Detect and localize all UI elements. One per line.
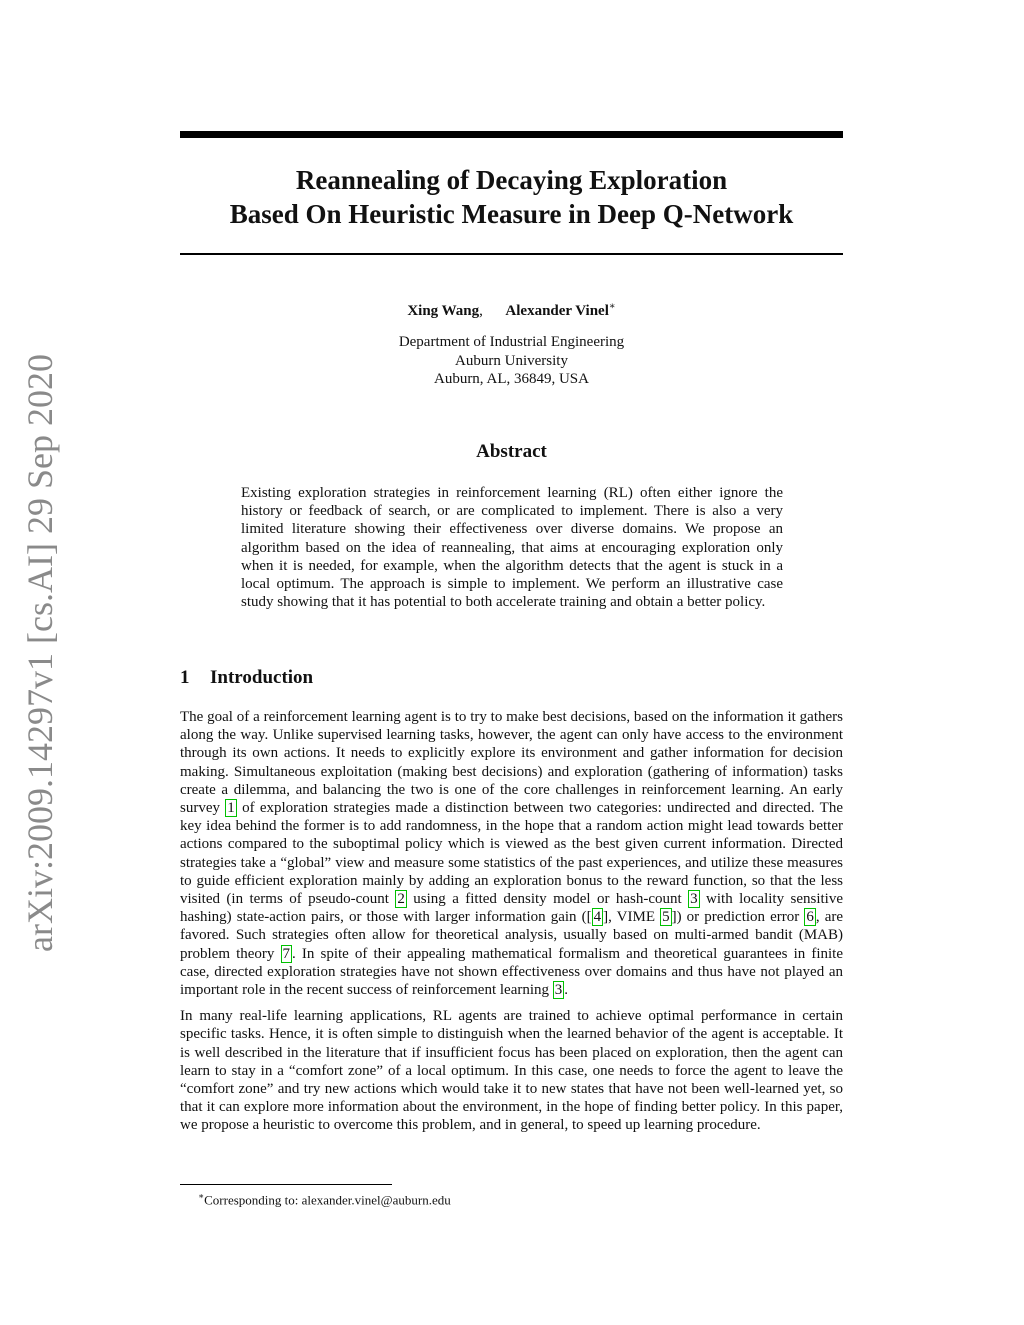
text-run: . bbox=[564, 982, 569, 999]
footnote-mark: ∗ bbox=[608, 301, 616, 312]
text-run: with locality sensitive hashing) state-action pairs, or those with larger information gain ([ bbox=[180, 891, 843, 926]
section-number: 1 bbox=[180, 667, 190, 688]
paper-title bbox=[180, 163, 843, 231]
section-heading bbox=[180, 667, 313, 689]
affiliation-line: Department of Industrial Engineering bbox=[398, 334, 625, 350]
section-body bbox=[180, 708, 843, 1143]
title-bottom-rule bbox=[180, 253, 843, 255]
text-run: ]) or prediction error bbox=[671, 909, 805, 926]
abstract-heading: Abstract bbox=[476, 441, 547, 462]
title-top-rule bbox=[180, 131, 843, 138]
author-name: Xing Wang bbox=[407, 303, 480, 319]
citation-link[interactable]: 6 bbox=[806, 909, 814, 926]
author-name: Alexander Vinel bbox=[505, 303, 609, 319]
text-run: . In spite of their appealing mathematical formalism and theoretical guarantees in finite case, directed exploration strategies have not shown effectiveness over domains and thus have not played an important role in the recent success of reinforcement learning bbox=[180, 945, 843, 999]
footnote-text: Corresponding to: alexander.vinel@auburn.edu bbox=[204, 1192, 451, 1208]
citation-link[interactable]: 5 bbox=[662, 909, 670, 926]
footnote-rule bbox=[180, 1184, 392, 1185]
affiliation-line: Auburn University bbox=[455, 352, 568, 369]
citation-link[interactable]: 7 bbox=[282, 945, 291, 962]
author-separator: , bbox=[479, 303, 483, 319]
citation-link[interactable]: 3 bbox=[554, 982, 563, 999]
affiliation bbox=[180, 333, 843, 389]
text-run: The goal of a reinforcement learning agent is to try to make best decisions, based on the information it gathers along the way. Unlike supervised learning tasks, however, the agent can only have access to the environment through its own actions. It needs to explicitly explore its environment and gather information for decision making. Simultaneous exploitation (making best decisions) and exploration (gathering of information) tasks create a dilemma, and balancing the two is one of the core challenges in reinforcement learning. An early survey bbox=[180, 709, 843, 817]
citation-link[interactable]: 1 bbox=[227, 800, 235, 817]
title-line-1: Reannealing of Decaying Exploration bbox=[295, 165, 728, 195]
title-line-2: Based On Heuristic Measure in Deep Q-Network bbox=[229, 199, 794, 229]
section-title: Introduction bbox=[210, 667, 314, 688]
arxiv-identifier: arXiv:2009.14297v1 [cs.AI] 29 Sep 2020 bbox=[20, 354, 60, 952]
text-run: of exploration strategies made a distinction between two categories: undirected and directed. The key idea behind the former is to add randomness, in the hope that a random action might lead towards better actions compared to the suboptimal policy which is viewed as the best given current information. Directed strategies take a “global” view and measure some statistics of the past experiences, and utilize these measures to guide efficient exploration mainly by adding an exploration bonus to the reward function, so that the less visited (in terms of pseudo-count bbox=[180, 800, 843, 908]
text-run: ], VIME bbox=[603, 909, 661, 926]
citation-link[interactable]: 3 bbox=[690, 891, 698, 908]
author-list bbox=[180, 297, 843, 321]
abstract-text: Existing exploration strategies in reinforcement learning (RL) often either ignore the history or feedback of search, or are complicated to implement. There is also a very limited literature showing their effectiveness over diverse domains. We propose an algorithm based on the idea of reannealing, that aims at encouraging exploration only when it is needed, for example, when the algorithm detects that the agent is stuck in a local optimum. The approach is simple to implement. We perform an illustrative case study showing that it has potential to both accelerate training and obtain a better policy. bbox=[241, 485, 783, 611]
text-run: using a fitted density model or hash-count bbox=[406, 891, 689, 908]
citation-link[interactable]: 2 bbox=[397, 891, 405, 908]
text-run: , are favored. Such strategies often allow for theoretical analysis, usually based on multi-armed bandit (MAB) problem theory bbox=[180, 909, 844, 962]
paragraph: In many real-life learning applications, RL agents are trained to achieve optimal performance in certain specific tasks. Hence, it is often simple to distinguish when the learned behavior of the agent is acceptable. It is well described in the literature that if insufficient focus has been placed on exploration, then the agent can learn to stay in a “comfort zone” of a local optimum. In this case, one needs to force the agent to leave the “comfort zone” and try new actions which would take it to new states that have not been well-learned yet, so that it can explore more information about the environment, in the hope of finding better policy. In this paper, we propose a heuristic to overcome this problem, and in general, to speed up learning procedure. bbox=[180, 1008, 843, 1134]
paragraph bbox=[180, 708, 843, 999]
footnote-mark: ∗ bbox=[198, 1191, 205, 1201]
footnote bbox=[198, 1188, 451, 1208]
citation-link[interactable]: 4 bbox=[593, 909, 602, 926]
affiliation-line: Auburn, AL, 36849, USA bbox=[433, 371, 589, 387]
